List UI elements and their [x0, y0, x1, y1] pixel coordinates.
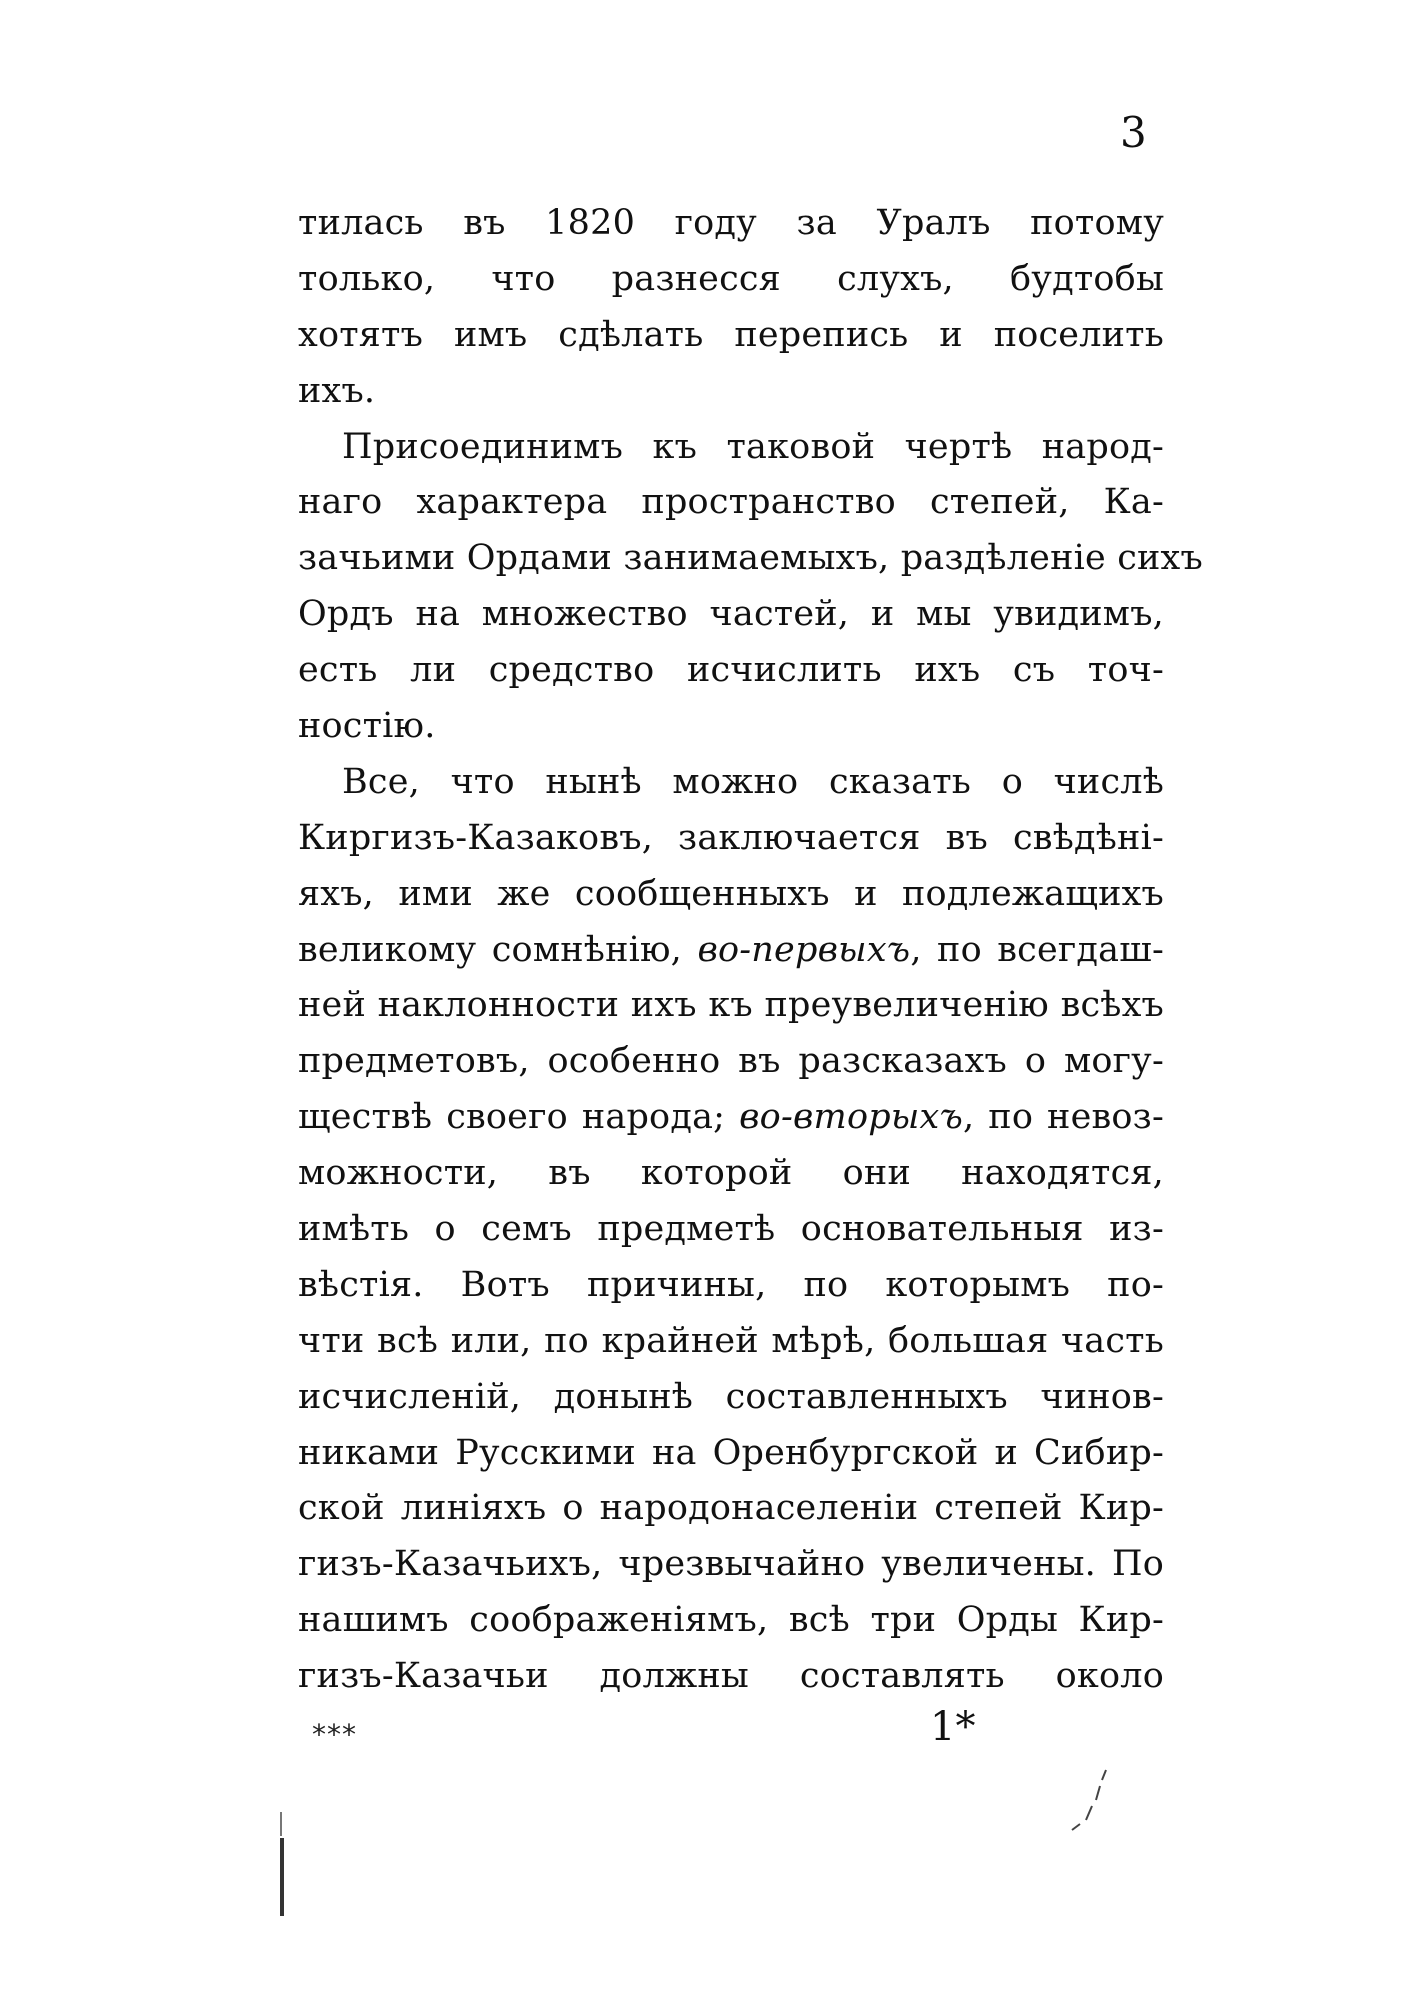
text-segment: Все, что нынѣ можно сказать о числѣ: [342, 761, 1164, 802]
text-line: [298, 196, 1164, 252]
text-segment: никами Русскими на Оренбургской и Сибир-: [298, 1432, 1164, 1473]
text-segment: имѣть о семъ предметѣ основательныя из-: [298, 1209, 1164, 1250]
text-line: [298, 364, 1164, 420]
text-segment: хотятъ имъ сдѣлать перепись и поселить: [298, 314, 1164, 355]
signature-mark: ***: [312, 1718, 357, 1751]
text-line: [298, 587, 1164, 643]
italic-text: во-вторыхъ: [739, 1097, 963, 1138]
text-line: [298, 420, 1164, 476]
text-line: [298, 1593, 1164, 1649]
text-line: [298, 867, 1164, 923]
text-line: [298, 1481, 1164, 1537]
text-segment: гизъ-Казачьи должны составлять около: [298, 1656, 1164, 1697]
text-segment: наго характера пространство степей, Ка-: [298, 482, 1164, 523]
scan-artifact-speck: [1062, 1766, 1122, 1836]
text-line: [298, 1146, 1164, 1202]
text-line: [298, 1258, 1164, 1314]
text-line: [298, 1537, 1164, 1593]
text-line: [298, 923, 1164, 979]
text-line: [298, 1649, 1164, 1705]
text-segment: великому сомнѣнію,: [298, 929, 698, 970]
text-line: [298, 1314, 1164, 1370]
text-segment: исчисленій, донынѣ составленныхъ чинов-: [298, 1376, 1164, 1417]
text-segment: Присоединимъ къ таковой чертѣ народ-: [342, 426, 1164, 467]
text-segment: нашимъ соображеніямъ, всѣ три Орды Кир-: [298, 1600, 1164, 1641]
text-segment: только, что разнесся слухъ, будтобы: [298, 258, 1164, 299]
text-segment: ществѣ своего народа;: [298, 1097, 740, 1138]
text-segment: Киргизъ-Казаковъ, заключается въ свѣдѣні-: [298, 817, 1164, 858]
italic-text: во-первыхъ: [697, 929, 911, 970]
text-line: [298, 1090, 1164, 1146]
text-segment: есть ли средство исчислить ихъ съ точ-: [298, 650, 1164, 691]
text-line: [298, 643, 1164, 699]
body-text: [298, 196, 1203, 1705]
text-segment: предметовъ, особенно въ разсказахъ о могу-: [298, 1041, 1164, 1082]
text-line: [298, 755, 1164, 811]
sheet-number: 1*: [930, 1704, 976, 1750]
text-segment: ихъ.: [298, 370, 376, 411]
text-segment: гизъ-Казачьихъ, чрезвычайно увеличены. По: [298, 1544, 1164, 1585]
text-line: [298, 1034, 1164, 1090]
text-segment: , по невоз-: [963, 1097, 1164, 1138]
text-segment: ностію.: [298, 706, 436, 747]
text-segment: , по всегдаш-: [910, 929, 1165, 970]
text-line: [298, 811, 1164, 867]
text-line: [298, 1202, 1164, 1258]
text-segment: тилась въ 1820 году за Уралъ потому: [298, 203, 1164, 243]
text-line: [298, 699, 1164, 755]
text-segment: вѣстія. Вотъ причины, по которымъ по-: [298, 1264, 1164, 1305]
scan-artifact-line: [280, 1812, 282, 1836]
text-line: [298, 1426, 1164, 1482]
text-segment: ской линіяхъ о народонаселеніи степей Кир-: [298, 1488, 1164, 1529]
page-number: 3: [1120, 108, 1147, 157]
text-line: [298, 978, 1164, 1034]
text-segment: чти всѣ или, по крайней мѣрѣ, большая часть: [298, 1320, 1164, 1361]
text-segment: зачьими Ордами занимаемыхъ, раздѣленіе сихъ: [298, 538, 1203, 579]
text-segment: ней наклонности ихъ къ преувеличенію всѣхъ: [298, 985, 1164, 1026]
text-segment: можности, въ которой они находятся,: [298, 1153, 1164, 1194]
text-line: [298, 1370, 1164, 1426]
text-segment: яхъ, ими же сообщенныхъ и подлежащихъ: [298, 873, 1164, 914]
text-line: [298, 531, 1203, 587]
text-segment: Ордъ на множество частей, и мы увидимъ,: [298, 594, 1164, 635]
text-line: [298, 308, 1164, 364]
text-line: [298, 252, 1164, 308]
text-line: [298, 475, 1164, 531]
scan-artifact-bar: [280, 1838, 284, 1916]
